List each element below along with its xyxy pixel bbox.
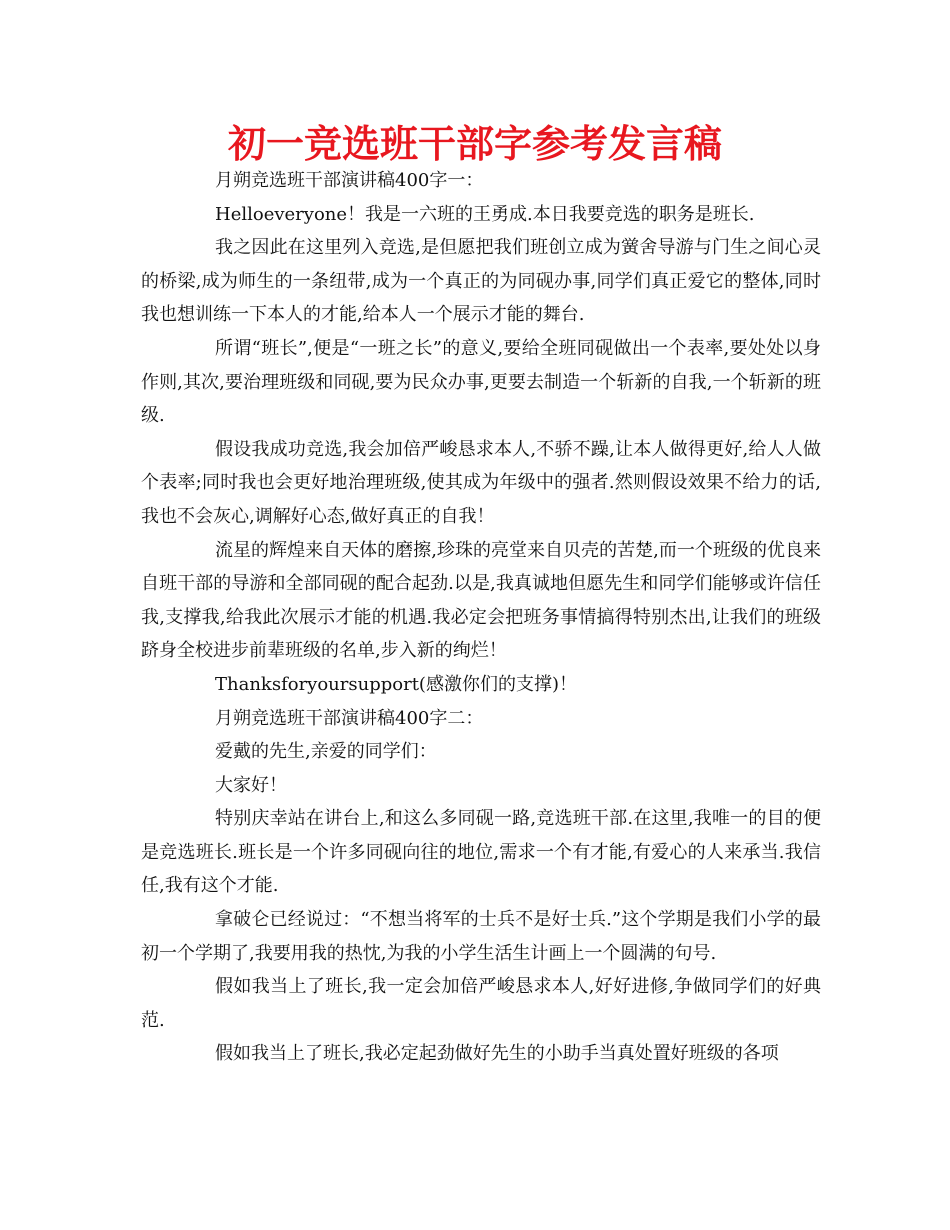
paragraph: 假如我当上了班长,我必定起劲做好先生的小助手当真处置好班级的各项 — [215, 1043, 779, 1065]
document-title: 初一竞选班干部字参考发言稿 — [227, 122, 722, 166]
paragraph: Thanksforyoursupport(感激你们的支撑)！ — [215, 673, 577, 695]
paragraph: 假设我成功竞选,我会加倍严峻恳求本人,不骄不躁,让本人做得更好,给人人做个表率;同时我也会更好地治理班级,使其成为年级中的强者.然则假设效果不给力的话,我也不会灰心,调解好心态,做好真正的自我！ — [141, 438, 821, 527]
paragraph: 特别庆幸站在讲台上,和这么多同砚一路,竞选班干部.在这里,我唯一的目的便是竞选班长.班长是一个许多同砚向往的地位,需求一个有才能,有爱心的人来承当.我信任,我有这个才能. — [141, 808, 821, 897]
paragraph: 我之因此在这里列入竞选,是但愿把我们班创立成为黉舍导游与门生之间心灵的桥梁,成为师生的一条纽带,成为一个真正的为同砚办事,同学们真正爱它的整体,同时我也想训练一下本人的才能,给本人一个展示才能的舞台. — [141, 237, 821, 326]
paragraph: 流星的辉煌来自天体的磨擦,珍珠的亮堂来自贝壳的苦楚,而一个班级的优良来自班干部的导游和全部同砚的配合起劲.以是,我真诚地但愿先生和同学们能够或许信任我,支撑我,给我此次展示才能的机遇.我必定会把班务事情搞得特别杰出,让我们的班级跻身全校进步前辈班级的名单,步入新的绚烂！ — [141, 539, 821, 662]
paragraph: 所谓“班长”,便是“一班之长”的意义,要给全班同砚做出一个表率,要处处以身作则,其次,要治理班级和同砚,要为民众办事,更要去制造一个斩新的自我,一个斩新的班级. — [141, 337, 821, 427]
paragraph: 月朔竞选班干部演讲稿400字一： — [215, 170, 484, 191]
paragraph: 月朔竞选班干部演讲稿400字二： — [215, 707, 484, 729]
paragraph: 爱戴的先生,亲爱的同学们： — [215, 741, 437, 763]
paragraph: 大家好！ — [215, 774, 287, 796]
paragraph: 拿破仑已经说过：“不想当将军的士兵不是好士兵.”这个学期是我们小学的最初一个学期了,我要用我的热忱,为我的小学生活生计画上一个圆满的句号. — [141, 909, 821, 964]
document-body — [141, 164, 821, 1071]
paragraph: 假如我当上了班长,我一定会加倍严峻恳求本人,好好进修,争做同学们的好典范. — [141, 976, 821, 1031]
paragraph: Helloeveryone！我是一六班的王勇成.本日我要竞选的职务是班长. — [215, 203, 755, 225]
